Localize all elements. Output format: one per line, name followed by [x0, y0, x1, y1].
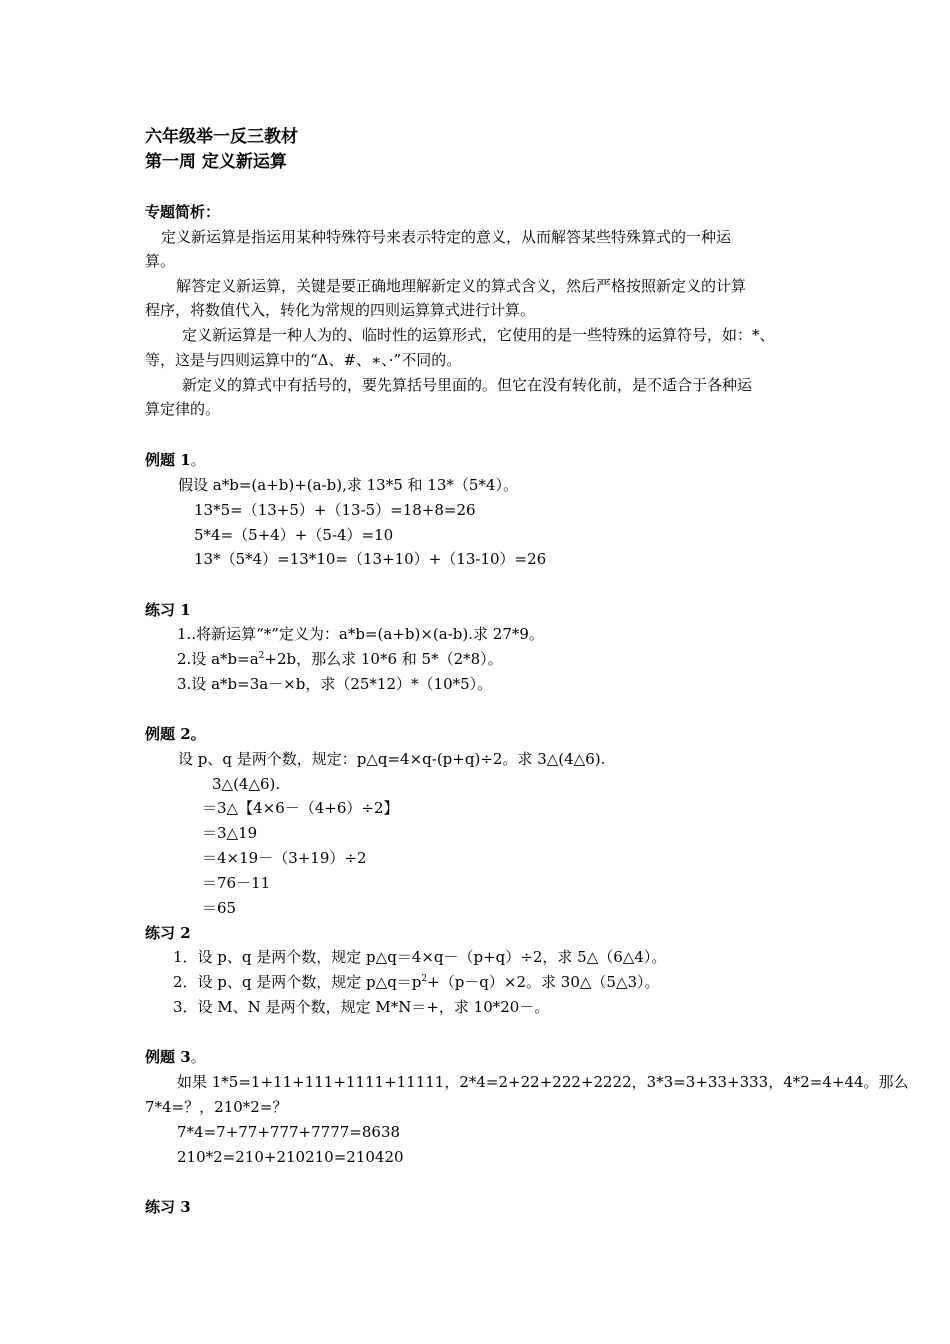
doc-title: 六年级举一反三教材	[145, 127, 298, 147]
example-2-step-2: ＝3△19	[202, 824, 258, 842]
example-1-step-1: 13*5=（13+5）+（13-5）=18+8=26	[194, 501, 476, 519]
practice-1-item-2-exponent: 2	[258, 651, 265, 661]
intro-paragraph-2-line-1: 解答定义新运算，关键是要正确地理解新定义的算式含义，然后严格按照新定义的计算	[176, 277, 747, 295]
example-3-question-line-1: 如果 1*5=1+11+111+1111+11111，2*4=2+22+222+2222，3*3=3+33+333，4*2=4+44。那么	[177, 1073, 909, 1091]
practice-2-item-1: 1．设 p、q 是两个数，规定 p△q＝4×q－（p+q）÷2，求 5△（6△4）。	[173, 948, 667, 966]
practice-2-item-2	[173, 972, 660, 992]
practice-2-heading: 练习 2	[145, 924, 191, 942]
practice-1-heading: 练习 1	[145, 601, 191, 619]
practice-1-item-3: 3.设 a*b=3a－×b，求（25*12）*（10*5）。	[177, 675, 493, 693]
intro-paragraph-1-line-1: 定义新运算是指运用某种特殊符号来表示特定的意义，从而解答某些特殊算式的一种运	[161, 228, 732, 246]
example-1-heading	[145, 450, 206, 470]
example-3-heading	[145, 1047, 206, 1067]
practice-2-item-3: 3．设 M、N 是两个数，规定 M*N＝+，求 10*20－。	[173, 998, 550, 1016]
doc-subtitle: 第一周 定义新运算	[145, 152, 287, 172]
practice-3-heading: 练习 3	[145, 1198, 191, 1216]
example-2-heading: 例题 2。	[145, 725, 206, 743]
practice-2-item-2-part-b: +（p－q）×2。求 30△（5△3）。	[427, 973, 660, 991]
example-3-heading-text: 例题 3	[145, 1048, 191, 1066]
example-3-step-2: 210*2=210+210210=210420	[177, 1148, 404, 1166]
practice-1-item-2-part-b: +2b，那么求 10*6 和 5*（2*8）。	[264, 650, 503, 668]
example-2-step-3: ＝4×19－（3+19）÷2	[202, 849, 367, 867]
practice-1-item-2	[177, 649, 503, 669]
practice-2-item-2-exponent: 2	[421, 974, 428, 984]
intro-paragraph-4-line-2: 算定律的。	[145, 400, 221, 418]
intro-paragraph-3-line-2: 等，这是与四则运算中的“Δ、#、∗、·”不同的。	[145, 351, 462, 369]
intro-paragraph-1-line-2: 算。	[145, 252, 176, 270]
example-1-heading-punct: 。	[190, 451, 206, 469]
example-2-step-5: ＝65	[202, 899, 237, 917]
intro-heading: 专题简析：	[145, 203, 221, 221]
example-2-question: 设 p、q 是两个数，规定：p△q=4×q-(p+q)÷2。求 3△(4△6).	[178, 750, 606, 768]
intro-paragraph-4-line-1: 新定义的算式中有括号的，要先算括号里面的。但它在没有转化前，是不适合于各种运	[182, 376, 753, 394]
example-1-step-2: 5*4=（5+4）+（5-4）=10	[194, 526, 394, 544]
example-1-step-3: 13*（5*4）=13*10=（13+10）+（13-10）=26	[194, 550, 547, 568]
example-3-question-line-2: 7*4=？，210*2=？	[145, 1098, 288, 1116]
example-2-step-4: ＝76－11	[202, 874, 271, 892]
example-2-step-1: ＝3△【4×6－（4+6）÷2】	[202, 799, 399, 817]
example-1-heading-text: 例题 1	[145, 451, 191, 469]
example-3-heading-punct: 。	[190, 1048, 206, 1066]
practice-1-item-1: 1..将新运算“*”定义为：a*b=(a+b)×(a-b).求 27*9。	[177, 625, 544, 643]
example-1-question: 假设 a*b=(a+b)+(a-b),求 13*5 和 13*（5*4）。	[178, 476, 518, 494]
intro-paragraph-3-line-1: 定义新运算是一种人为的、临时性的运算形式，它使用的是一些特殊的运算符号，如：*、	[182, 326, 775, 344]
example-2-step-0: 3△(4△6).	[212, 775, 281, 793]
practice-1-item-2-part-a: 2.设 a*b=a	[177, 650, 259, 668]
practice-2-item-2-part-a: 2．设 p、q 是两个数，规定 p△q＝p	[173, 973, 422, 991]
intro-paragraph-2-line-2: 程序，将数值代入，转化为常规的四则运算算式进行计算。	[145, 301, 536, 319]
example-3-step-1: 7*4=7+77+777+7777=8638	[177, 1123, 401, 1141]
